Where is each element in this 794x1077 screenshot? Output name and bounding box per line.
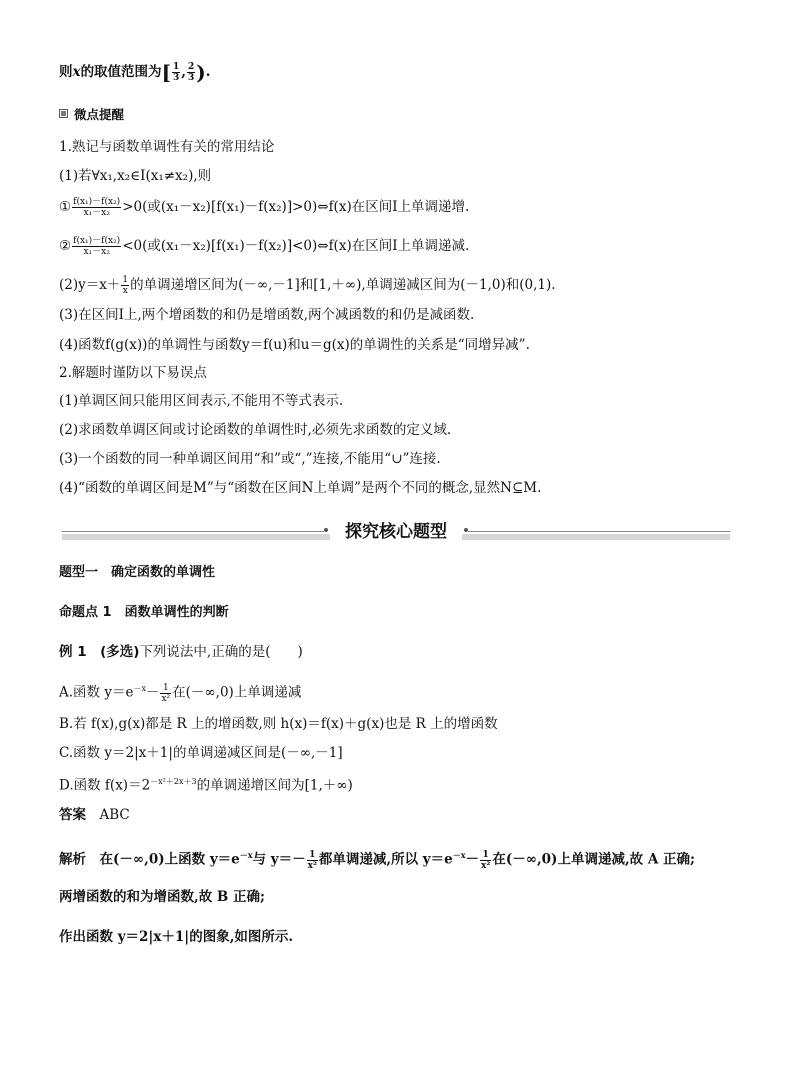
superscript: －x²＋2x＋3 (150, 777, 197, 786)
fraction (480, 850, 491, 871)
denominator: 3 (173, 73, 180, 83)
text: >0(或(x₁－x₂)[f(x₁)－f(x₂)]>0)⇔f(x)在区间I上单调递增. (122, 199, 470, 215)
numerator: 1 (307, 850, 318, 861)
fraction (160, 683, 171, 704)
numerator: 1 (480, 850, 491, 861)
answer-line (59, 806, 130, 824)
tip-icon (59, 109, 68, 118)
answer-label: 答案 (59, 807, 86, 823)
denominator: x² (161, 693, 171, 704)
solution-line-3: 作出函数 y＝2|x＋1|的图象,如图所示. (59, 929, 294, 945)
tip-label: 微点提醒 (74, 107, 125, 122)
denominator: x (122, 286, 128, 296)
example-tag: (多选) (100, 644, 140, 660)
text: 的单调递增区间为[1,＋∞) (196, 777, 353, 794)
paragraph (59, 197, 469, 218)
text: . (205, 64, 211, 80)
numerator: 1 (173, 62, 180, 72)
denominator: x² (307, 860, 317, 871)
text: 在(－∞,0)上函数 y＝e (99, 851, 240, 868)
text: A.函数 y＝e (59, 684, 134, 701)
section-title: 探究核心题型 (330, 521, 462, 543)
text: 的取值范围为 (80, 64, 162, 80)
solution-label: 解析 (59, 851, 86, 868)
text: 都单调递减,所以 y＝e (318, 851, 453, 868)
solution-line-2: 两增函数的和为增函数,故 B 正确; (59, 889, 265, 905)
text: 在(－∞,0)上单调递减 (172, 684, 302, 701)
paragraph: (3)一个函数的同一种单调区间用“和”或“,”连接,不能用“∪”连接. (59, 451, 441, 467)
superscript: －x (239, 850, 253, 860)
paragraph: 2.解题时谨防以下易误点 (59, 365, 207, 381)
circle-number: ① (59, 199, 72, 215)
paragraph (59, 236, 469, 257)
comma: , (181, 64, 186, 80)
denominator: x₁－x₂ (83, 247, 110, 257)
text: <0(或(x₁－x₂)[f(x₁)－f(x₂)]<0)⇔f(x)在区间I上单调递减. (122, 238, 470, 254)
superscript: －x (133, 684, 146, 693)
banner-rule-left (62, 531, 324, 532)
superscript: －x (452, 850, 466, 860)
text: D.函数 f(x)＝2 (59, 777, 151, 794)
fraction (307, 850, 318, 871)
option-d (59, 773, 353, 795)
section-banner (62, 521, 730, 543)
example-label: 例 1 (59, 644, 87, 660)
solution-line (59, 846, 695, 871)
text: － (465, 851, 480, 868)
numerator: 1 (160, 683, 171, 694)
option-b: B.若 f(x),g(x)都是 R 上的增函数,则 h(x)＝f(x)＋g(x)也是 R 上的增函数 (59, 716, 498, 732)
text: 则 (59, 64, 73, 80)
paragraph: (2)求函数单调区间或讨论函数的单调性时,必须先求函数的定义域. (59, 422, 452, 438)
example-text: 下列说法中,正确的是( ) (139, 644, 303, 660)
fraction (172, 62, 180, 83)
numerator: f(x₁)－f(x₂) (73, 197, 121, 207)
circle-number: ② (59, 238, 72, 254)
denominator: 3 (188, 73, 195, 83)
bracket-right: ) (196, 60, 206, 85)
text: (2)y＝x＋ (59, 277, 121, 293)
tip-heading (59, 106, 124, 124)
denominator: x₁－x₂ (83, 208, 110, 218)
paragraph: 1.熟记与函数单调性有关的常用结论 (59, 139, 275, 155)
banner-dot (464, 528, 468, 532)
text: － (145, 684, 160, 701)
heading-subtopic: 命题点 1 函数单调性的判断 (59, 605, 229, 620)
intro-range-line (59, 62, 210, 83)
fraction (187, 62, 195, 83)
numerator: 1 (122, 275, 129, 285)
paragraph: (1)单调区间只能用区间表示,不能用不等式表示. (59, 393, 344, 409)
paragraph (59, 275, 556, 296)
paragraph: (4)“函数的单调区间是M”与“函数在区间N上单调”是两个不同的概念,显然N⊆M. (59, 480, 542, 496)
banner-rule-right (468, 531, 730, 532)
text: 的单调递增区间为(－∞,－1]和[1,＋∞),单调递减区间为(－1,0)和(0,1). (130, 277, 556, 293)
option-c: C.函数 y＝2|x＋1|的单调递减区间是(－∞,－1] (59, 745, 343, 761)
paragraph: (1)若∀x₁,x₂∈I(x₁≠x₂),则 (59, 168, 212, 184)
numerator: 2 (188, 62, 195, 72)
bracket-left: [ (161, 60, 172, 85)
denominator: x² (481, 860, 491, 871)
option-a (59, 680, 301, 704)
heading-topic: 题型一 确定函数的单调性 (59, 565, 216, 580)
fraction (72, 236, 121, 257)
paragraph: (4)函数f(g(x))的单调性与函数y＝f(u)和u＝g(x)的单调性的关系是“同增异减”. (59, 337, 530, 353)
text: 在(－∞,0)上单调递减,故 A 正确; (492, 851, 695, 868)
banner-dot (324, 528, 328, 532)
fraction (121, 275, 129, 296)
text: 与 y＝－ (252, 851, 306, 868)
var-x: x (72, 64, 81, 80)
paragraph: (3)在区间I上,两个增函数的和仍是增函数,两个减函数的和仍是减函数. (59, 307, 475, 323)
fraction (72, 197, 121, 218)
numerator: f(x₁)－f(x₂) (73, 236, 121, 246)
answer-value: ABC (99, 807, 130, 823)
example-line (59, 643, 303, 661)
